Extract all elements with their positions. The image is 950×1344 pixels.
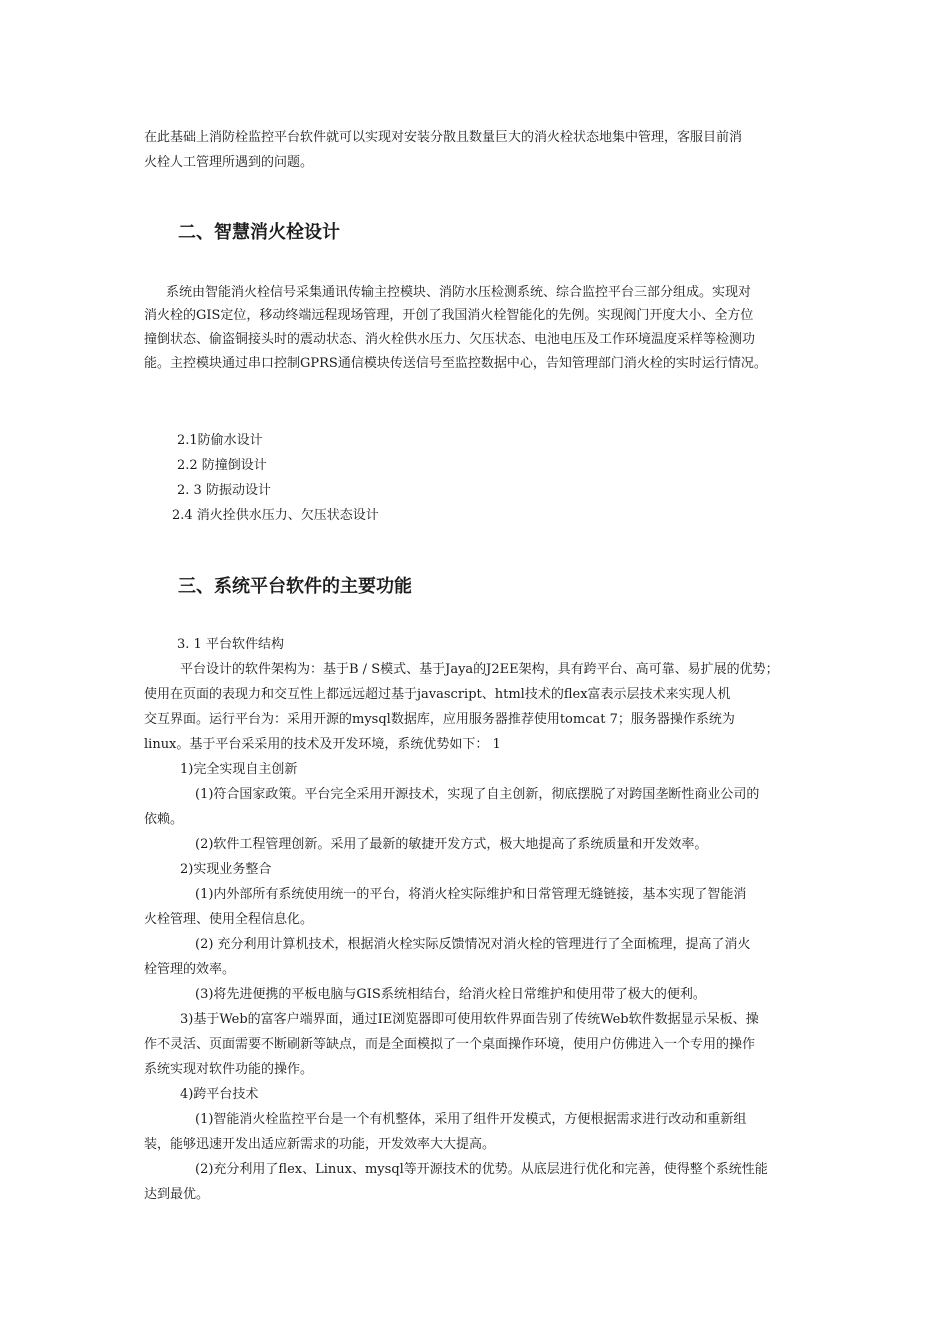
body-line: 平台设计的软件架构为：基于B / S模式、基于Jaya的J2EE架构，具有跨平台、高可靠、易扩展的优势； [180, 662, 779, 677]
subsection-title: 3. 1 平台软件结构 [177, 637, 284, 652]
body-line: 系统实现对软件功能的操作。 [144, 1062, 314, 1077]
body-line: (3)将先进便携的平板电脑与GIS系统相结台，给消火栓日常维护和使用带了极大的便利。 [195, 987, 706, 1002]
body-line: 作不灵活、页面需要不断刷新等缺点，而是全面模拟了一个桌面操作环境，使用户仿佛进入一个专用的操作 [144, 1037, 756, 1052]
intro-line-2: 火栓人工管理所遇到的问题。 [144, 155, 314, 170]
body-line: (2) 充分利用计算机技术，根据消火栓实际反馈情况对消火栓的管理进行了全面梳理，提高了消火 [195, 937, 751, 952]
body-line: 交互界面。运行平台为：采用开源的mysql数据库，应用服务器推荐使用tomcat 7；服务器操作系统为 [144, 712, 735, 727]
section-2-heading: 二、智慧消火栓设计 [178, 222, 340, 243]
body-line: 装，能够迅速开发出适应新需求的功能，开发效率大大提高。 [144, 1137, 496, 1152]
body-line: (1)符合国家政策。平台完全采用开源技术，实现了自主创新，彻底摆脱了对跨国垄断性商业公司的 [195, 787, 760, 802]
list-item: 2. 3 防振动设计 [177, 483, 271, 498]
body-line: (1)内外部所有系统使用统一的平台，将消火栓实际维护和日常管理无缝链接，基本实现了智能消 [195, 887, 747, 902]
body-line: 火栓管理、使用全程信息化。 [144, 912, 314, 927]
body-line: (1)智能消火栓监控平台是一个有机整体，采用了组件开发模式，方便根据需求进行改动和重新组 [195, 1112, 747, 1127]
body-line: 3)基于Web的富客户端界面，通过IE浏览器即可使用软件界面告别了传统Web软件数据显示呆板、操 [180, 1012, 759, 1027]
body-line: 依赖。 [144, 812, 184, 827]
body-line: 4)跨平台技术 [180, 1087, 259, 1102]
body-line: 栓管理的效率。 [144, 962, 236, 977]
section-3-heading: 三、系统平台软件的主要功能 [178, 576, 412, 597]
body-line: 达到最优。 [144, 1187, 210, 1202]
body-line: linux。基于平台采采用的技术及开发环境，系统优势如下： 1 [144, 737, 501, 752]
list-item: 2.2 防撞倒设计 [177, 458, 267, 473]
list-item: 2.1防偷水设计 [177, 433, 263, 448]
intro-line-1: 在此基础上消防栓监控平台软件就可以实现对安装分散且数量巨大的消火栓状态地集中管理，客服目前消 [144, 130, 743, 145]
body-line: (2)充分利用了flex、Linux、mysql等开源技术的优势。从底层进行优化和完善，使得整个系统性能 [195, 1162, 768, 1177]
section-2-paragraph-line: 能。主控模块通过串口控制GPRS通信模块传送信号至监控数据中心，告知管理部门消火栓的实时运行情况。 [144, 356, 767, 371]
section-2-paragraph-line: 系统由智能消火栓信号采集通讯传输主控模块、消防水压检测系统、综合监控平台三部分组成。实现对 [166, 285, 752, 300]
section-2-paragraph-line: 撞倒状态、偷盗铜接头时的震动状态、消火栓供水压力、欠压状态、电池电压及工作环境温度采样等检测功 [144, 332, 756, 347]
list-item: 2.4 消火拴供水压力、欠压状态设计 [172, 508, 379, 523]
section-2-paragraph-line: 消火栓的GIS定位，移动终端远程现场管理，开创了我国消火栓智能化的先例。实现阀门开度大小、全方位 [144, 308, 754, 323]
body-line: (2)软件工程管理创新。采用了最新的敏捷开发方式，极大地提高了系统质量和开发效率。 [195, 837, 708, 852]
body-line: 2)实现业务整合 [180, 862, 272, 877]
body-line: 使用在页面的表现力和交互性上都远远超过基于javascript、html技术的flex富表示层技术来实现人机 [144, 687, 731, 702]
body-line: 1)完全实现自主创新 [180, 762, 298, 777]
